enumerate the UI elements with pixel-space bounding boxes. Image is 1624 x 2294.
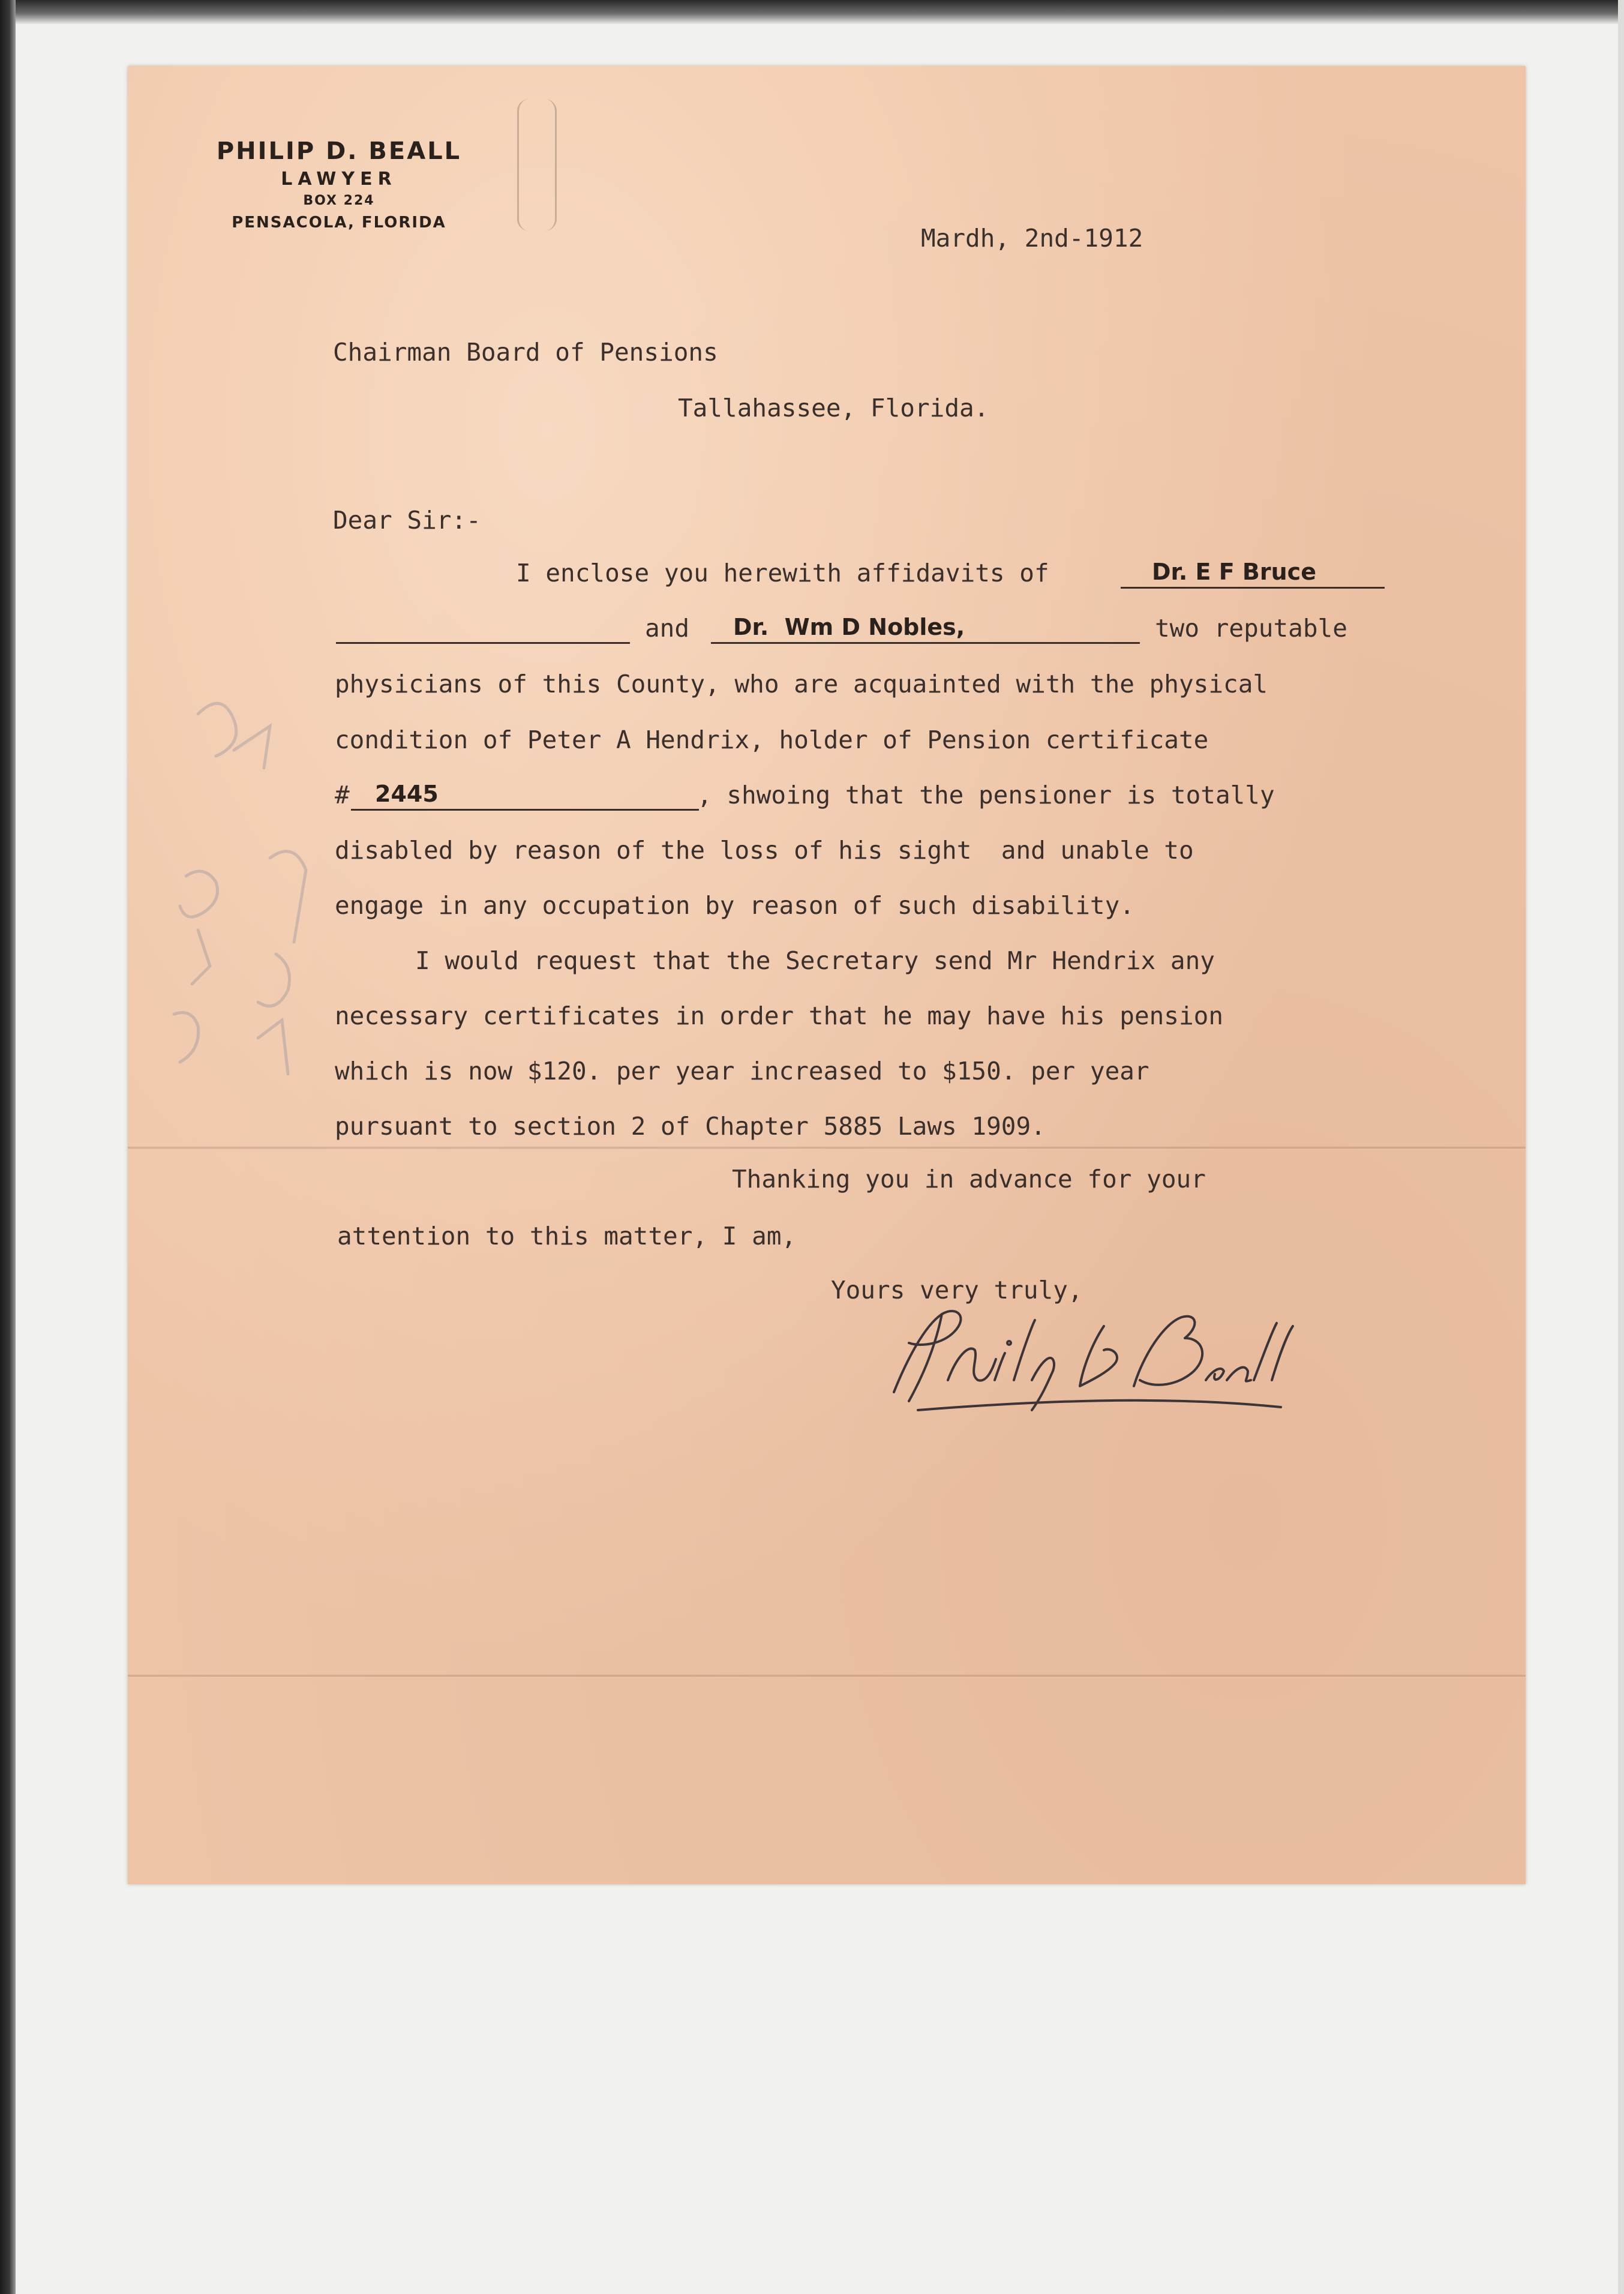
body-line-5-suffix: , shwoing that the pensioner is totally [697, 781, 1275, 809]
letterhead [180, 135, 498, 235]
paper-fold-line [128, 1146, 1526, 1150]
paper-clip-mark [517, 99, 557, 231]
certificate-number: 2445 [375, 781, 439, 807]
body-line-4: condition of Peter A Hendrix, holder of Pension certificate [335, 725, 1209, 754]
scan-top-edge [0, 0, 1624, 24]
body-line-12: Thanking you in advance for your [732, 1165, 1206, 1194]
doctor-2-field: Dr. Wm D Nobles, [733, 614, 965, 640]
letterhead-city: PENSACOLA, FLORIDA [232, 214, 446, 232]
letterhead-name: PHILIP D. BEALL [216, 137, 462, 165]
body-line-10: which is now $120. per year increased to $150. per year [335, 1057, 1149, 1085]
body-line-8: I would request that the Secretary send Mr Hendrix any [415, 946, 1215, 975]
addressee-line-2: Tallahassee, Florida. [678, 394, 989, 422]
doctor-2-underline [711, 642, 1140, 644]
letterhead-title: LAWYER [281, 169, 397, 190]
doctor-1-field: Dr. E F Bruce [1152, 559, 1316, 585]
blank-underline [336, 642, 630, 644]
body-line-11: pursuant to section 2 of Chapter 5885 Laws 1909. [335, 1112, 1046, 1141]
body-line-9: necessary certificates in order that he may have his pension [335, 1001, 1224, 1030]
scan-left-edge [0, 0, 16, 2294]
body-line-2-suffix: two reputable [1155, 614, 1347, 643]
closing: Yours very truly, [831, 1276, 1083, 1305]
body-line-3: physicians of this County, who are acquainted with the physical [335, 670, 1268, 698]
body-line-1: I enclose you herewith affidavits of [516, 559, 1049, 587]
letterhead-box: BOX 224 [303, 193, 375, 208]
pencil-margin-marks [162, 678, 354, 1134]
certificate-prefix: # [335, 781, 350, 809]
letter-date: Mardh, 2nd-1912 [921, 224, 1143, 253]
body-and: and [645, 614, 690, 643]
doctor-1-underline [1121, 587, 1385, 589]
handwritten-signature [852, 1290, 1308, 1422]
scan-right-edge [1618, 0, 1624, 2294]
paper-fold-line [128, 1674, 1526, 1678]
certificate-underline [351, 809, 699, 811]
addressee-line-1: Chairman Board of Pensions [333, 338, 718, 367]
body-line-6: disabled by reason of the loss of his sight and unable to [335, 836, 1194, 865]
body-line-7: engage in any occupation by reason of such disability. [335, 891, 1134, 920]
body-line-13: attention to this matter, I am, [337, 1222, 797, 1251]
salutation: Dear Sir:- [333, 506, 481, 535]
